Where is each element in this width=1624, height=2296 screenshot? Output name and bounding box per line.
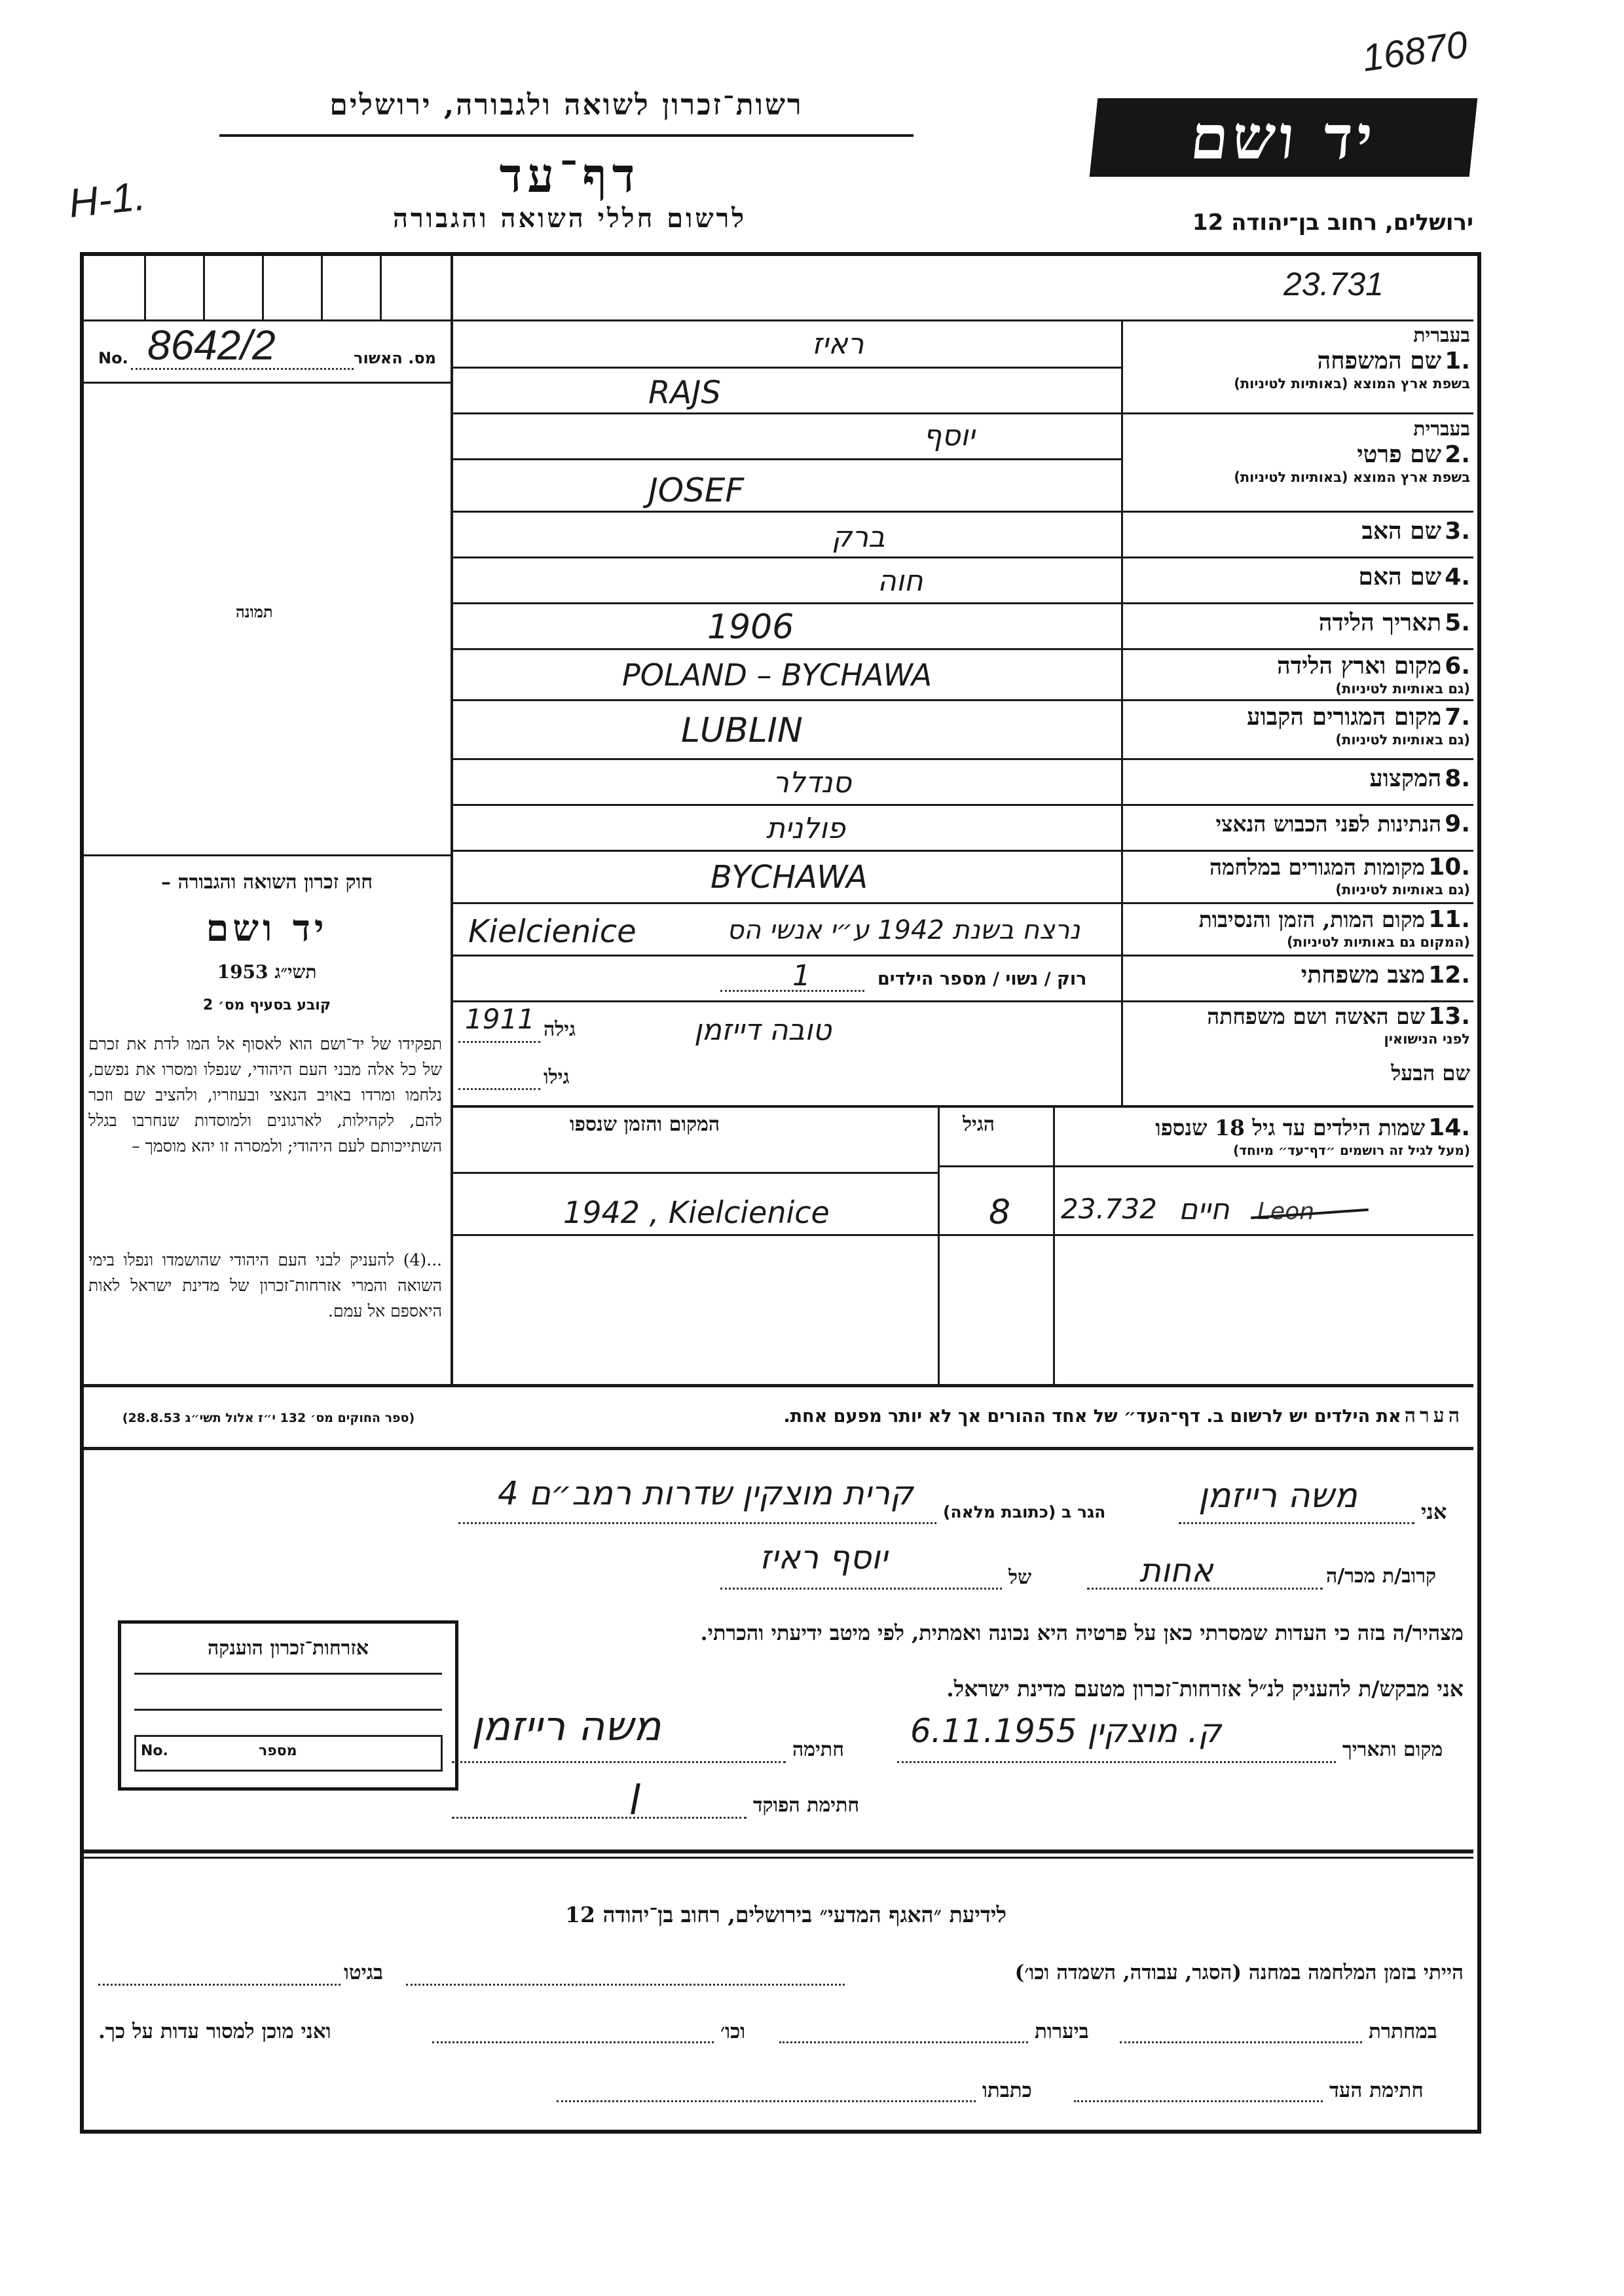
war-residence: BYCHAWA (710, 859, 868, 896)
answer-line (451, 458, 1121, 460)
of-value: יוסף ראיז (760, 1539, 888, 1576)
place-date: ק. מוצקין 6.11.1955 (910, 1712, 1222, 1750)
place-date-line (897, 1761, 1336, 1763)
residence: LUBLIN (681, 711, 803, 750)
death-place: Kielcienice (468, 913, 637, 950)
section-divider (451, 1105, 1473, 1108)
authority-underline (219, 134, 913, 137)
wife-age-label: גילה (544, 1018, 576, 1041)
form-subtitle: לרשום חללי השואה והגבורה (392, 203, 747, 234)
label-q7 (1139, 703, 1470, 748)
q6-number: .6 (1445, 653, 1470, 680)
child-age: 8 (989, 1193, 1011, 1232)
q10-sublabel: (גם באותיות לטיניות) (1335, 882, 1470, 898)
strip-cell (203, 256, 205, 319)
answer-line (451, 758, 1121, 760)
forests-label: ביערות (1035, 2020, 1089, 2043)
law-name: יד ושם (206, 907, 328, 950)
place-date-label: מקום ותאריך (1342, 1738, 1443, 1761)
label-q1 (1139, 324, 1470, 409)
row-line (1121, 511, 1473, 513)
husband-age-label: גילו (544, 1066, 570, 1089)
label-q6 (1139, 652, 1470, 697)
father-name: ברק (832, 520, 885, 554)
signature-line (452, 1761, 786, 1763)
ghetto-label: בגיטו (344, 1961, 383, 1984)
camp-line-label: הייתי בזמן המלחמה במחנה (הסגר, עבודה, השמדה וכו׳) (1014, 1961, 1464, 1984)
corner-mark: H-1. (66, 173, 148, 227)
ready-label: ואני מוכן למסור עדות על כך. (98, 2020, 331, 2043)
first-name-latin: JOSEF (648, 471, 745, 509)
witness-address-label: כתבתו (982, 2079, 1032, 2102)
approval-no-label: No. (98, 349, 128, 367)
answer-line (451, 902, 1121, 904)
child-name: חיים (1179, 1193, 1230, 1226)
relation: אחות (1139, 1552, 1213, 1590)
row-line (1121, 602, 1473, 604)
row-line (1121, 758, 1473, 760)
of-line (720, 1588, 1002, 1590)
certificate-no-label: No. (141, 1743, 168, 1759)
answer-line (451, 699, 1121, 701)
profession: סנדלר (773, 766, 852, 799)
q5-number: .5 (1445, 610, 1470, 636)
row-line (1121, 902, 1473, 904)
note-text: את הילדים יש לרשום ב. דף־העד״ של אחד ההורים אך לא יותר מפעם אחת. (783, 1406, 1401, 1427)
q8-label: המקצוע (1369, 765, 1442, 792)
wife-age: 1911 (465, 1003, 535, 1035)
law-year: תשי״ג 1953 (217, 961, 317, 983)
crossed-out-entry: Leon (1257, 1198, 1362, 1224)
law-clause: קובע בסעיף מס׳ 2 (202, 997, 331, 1013)
logo-text: יד ושם (1187, 102, 1380, 173)
approval-number: 8642/2 (147, 321, 276, 369)
certificate-box (118, 1620, 458, 1791)
q7-sublabel: (גם באותיות לטיניות) (1335, 732, 1470, 748)
q3-label: שם האב (1361, 517, 1442, 545)
first-name-hebrew: יוסף (923, 419, 975, 452)
left-column-border (451, 256, 453, 1384)
children-col-line (938, 1105, 940, 1384)
label-q11 (1139, 906, 1470, 950)
label-q13 (1139, 1003, 1470, 1047)
birthplace: POLAND – BYCHAWA (622, 657, 932, 693)
row-line (1121, 1000, 1473, 1002)
citizenship: פולנית (766, 812, 845, 845)
hebrew-label-2: בעברית (1413, 418, 1470, 441)
label-q4 (1139, 563, 1470, 591)
row-line (1121, 556, 1473, 558)
label-q14 (1064, 1114, 1470, 1158)
etc-label: וכו׳ (720, 2020, 746, 2043)
note-bottom-line (84, 1447, 1473, 1450)
approval-dotline (131, 368, 354, 370)
answer-line (451, 1000, 1121, 1002)
registrar-line (452, 1817, 747, 1819)
q13-label: שם האשה ושם משפחתה (1207, 1004, 1426, 1029)
signature-label: חתימה (792, 1738, 844, 1761)
q1-number: .1 (1445, 348, 1470, 374)
q2-label: שם פרטי (1357, 441, 1442, 468)
answer-line (451, 556, 1121, 558)
resides-label: הגר ב (כתובת מלאה) (943, 1503, 1106, 1522)
surname-hebrew: ראיז (812, 327, 864, 361)
answer-line (451, 648, 1121, 650)
witness-signature-line (1074, 2100, 1323, 2102)
strip-cell (262, 256, 264, 319)
q14-sublabel: (מעל לגיל זה רושמים ״דף־עד״ מיוחד) (1233, 1142, 1470, 1158)
q11-number: .11 (1428, 906, 1470, 933)
approval-label: מס. האשור (354, 349, 436, 367)
surname-latin: RAJS (648, 374, 721, 411)
row-line (1121, 648, 1473, 650)
q3-number: .3 (1445, 518, 1470, 545)
answer-line (451, 955, 1121, 957)
child-row-line (451, 1234, 1473, 1236)
label-q9 (1139, 811, 1470, 837)
label-q2 (1139, 418, 1470, 485)
certificate-title: אזרחות־זכרון הוענקה (207, 1637, 369, 1660)
law-top-line (84, 854, 451, 856)
q12-label: מצב משפחתי (1301, 961, 1426, 989)
q11-sublabel: (המקום גם באותיות לטיניות) (1287, 934, 1470, 950)
family-status-options: רוק / נשוי / מספר הילדים (877, 969, 1087, 989)
signature: משה רייזמן (471, 1702, 661, 1750)
ghetto-line (98, 1984, 341, 1986)
form-title: דף־עד (499, 147, 640, 203)
underground-line (1120, 2041, 1362, 2043)
authority-name: רשות־זכרון לשואה ולגבורה, ירושלים (329, 88, 803, 122)
q12-number: .12 (1428, 962, 1470, 989)
file-number: 16870 (1359, 23, 1471, 80)
camp-line (406, 1984, 845, 1986)
q13-number: .13 (1428, 1003, 1470, 1030)
children-header-line (938, 1165, 1473, 1167)
q9-number: .9 (1445, 811, 1470, 837)
declarant-name-line (1179, 1522, 1414, 1524)
q13-sublabel: לפני הנישואין (1384, 1031, 1470, 1047)
law-source: (ספר החוקים מס׳ 132 י״ז אלול תשי״ג 28.8.53) (122, 1411, 415, 1425)
q14-label: שמות הילדים עד גיל 18 שנספו (1155, 1115, 1426, 1140)
q1-sublabel: בשפת ארץ המוצא (באותיות לטיניות) (1234, 376, 1470, 392)
label-q3 (1139, 517, 1470, 545)
wife-age-line (458, 1041, 540, 1043)
label-husband (1139, 1061, 1470, 1085)
q10-number: .10 (1428, 854, 1470, 881)
q7-number: .7 (1445, 704, 1470, 731)
footer-title: לידיעת ״האגף המדעי״ בירושלים, רחוב בן־יהודה 12 (565, 1902, 1006, 1927)
note-top-line (84, 1384, 1473, 1387)
etc-line (432, 2041, 714, 2043)
q6-label: מקום וארץ הלידה (1277, 652, 1442, 680)
row-line (1121, 955, 1473, 957)
q10-label: מקומות המגורים במלחמה (1209, 854, 1426, 880)
mother-name: חוה (877, 564, 923, 598)
q1-label: שם המשפחה (1317, 347, 1442, 374)
underground-label: במחתרת (1369, 2020, 1437, 2043)
registrar-label: חתימת הפוקד (753, 1794, 860, 1817)
q14-number: .14 (1428, 1114, 1470, 1141)
request-text: אני מבקש/ת להעניק לנ״ל אזרחות־זכרון מטעם מדינת ישראל. (946, 1676, 1464, 1702)
q8-number: .8 (1445, 765, 1470, 792)
children-col-line (1053, 1105, 1055, 1384)
label-q10 (1139, 854, 1470, 898)
row-line (1121, 412, 1473, 414)
law-text-2: ...(4) להעניק לבני העם היהודי שהושמדו ונפלו בימי השואה והמרי אזרחות־זכרון של מדינת ישראל לאות היאספם אל עמם. (88, 1250, 442, 1321)
strip-cell (144, 256, 146, 319)
birth-date: 1906 (707, 608, 794, 647)
hebrew-label: בעברית (1413, 324, 1470, 347)
q4-label: שם האם (1358, 563, 1442, 591)
children-header-line (451, 1172, 938, 1174)
note-label: הערה (1404, 1404, 1464, 1427)
q4-number: .4 (1445, 564, 1470, 591)
answer-line (451, 367, 1121, 369)
top-strip-line (84, 319, 1473, 321)
address-line (458, 1522, 936, 1524)
label-q5 (1139, 609, 1470, 636)
law-text: תפקידו של יד־ושם הוא לאסוף אל המו לדת את זכרם של כל אלה מבני העם היהודי, שנפלו ומסרו את נפשם, נלחמו ומרדו באויב הנאצי ובעוזריו, ולהציב שם וזכר להם, לקהילות, לארגונים ולמוסדות שנחרבו בגלל השתייכותם לעם היהודי; ולמסרה זו יהא מוסמך – (88, 1034, 442, 1156)
declarant-name: משה רייזמן (1198, 1476, 1357, 1516)
registrar-signature: ן (629, 1768, 640, 1815)
husband-age-line (458, 1088, 540, 1090)
declarant-address: קרית מוצקין שדרות רמב״ם 4 (498, 1474, 913, 1512)
answer-line (451, 511, 1121, 513)
label-column-border (1121, 319, 1123, 1105)
law-title: חוק זכרון השואה והגבורה – (161, 871, 373, 894)
record-code: 23.731 (1283, 266, 1384, 302)
label-q8 (1139, 765, 1470, 792)
strip-cell (321, 256, 323, 319)
q7-label: מקום המגורים הקבוע (1247, 703, 1442, 731)
children-count: 1 (792, 959, 811, 993)
q9-label: הנתינות לפני הכבוש הנאצי (1215, 811, 1442, 837)
relation-label: קרוב/ת מכר/ה (1326, 1565, 1437, 1588)
footer-divider (84, 1850, 1473, 1853)
declaration-text: מצהיר/ה בזה כי העדות שמסרתי כאן על פרטיה היא נכונה ואמתית, לפי מיטב ידיעתי והכרתי. (700, 1620, 1464, 1645)
strip-cell (380, 256, 382, 319)
child-code: 23.732 (1061, 1193, 1157, 1225)
witness-address-line (557, 2100, 976, 2102)
forests-line (779, 2041, 1028, 2043)
footer-divider-2 (84, 1857, 1473, 1859)
q5-label: תאריך הלידה (1318, 609, 1442, 636)
yad-vashem-logo (1090, 98, 1478, 177)
q2-number: .2 (1445, 441, 1470, 468)
answer-line (451, 412, 1121, 414)
certificate-number-label: מספר (259, 1743, 297, 1759)
death-details: נרצח בשנת 1942 ע״י אנשי הס (727, 915, 1080, 945)
row-line (1121, 850, 1473, 852)
q11-label: מקום המות, הזמן והנסיבות (1198, 907, 1426, 932)
wife-name: טובה דייזמן (694, 1013, 832, 1047)
q2-sublabel: בשפת ארץ המוצא (באותיות לטיניות) (1234, 469, 1470, 485)
age-column-header: הגיל (963, 1113, 995, 1136)
answer-line (451, 602, 1121, 604)
child-place-date: 1942 , Kielcienice (563, 1195, 830, 1230)
declarant-ani: אני (1421, 1499, 1447, 1524)
husband-label: שם הבעל (1391, 1061, 1470, 1085)
row-line (1121, 804, 1473, 806)
place-column-header: המקום והזמן שנספו (570, 1113, 720, 1136)
witness-signature-label: חתימת העד (1329, 2079, 1424, 2102)
note (452, 1404, 1464, 1427)
row-line (1121, 699, 1473, 701)
q6-sublabel: (גם באותיות לטיניות) (1335, 681, 1470, 697)
approval-line (84, 382, 451, 384)
of-label: של (1008, 1566, 1032, 1589)
header-address: ירושלים, רחוב בן־יהודה 12 (1192, 210, 1473, 236)
answer-line (451, 850, 1121, 852)
label-q12 (1139, 961, 1470, 989)
photo-label: תמונה (236, 602, 273, 621)
answer-line (451, 804, 1121, 806)
